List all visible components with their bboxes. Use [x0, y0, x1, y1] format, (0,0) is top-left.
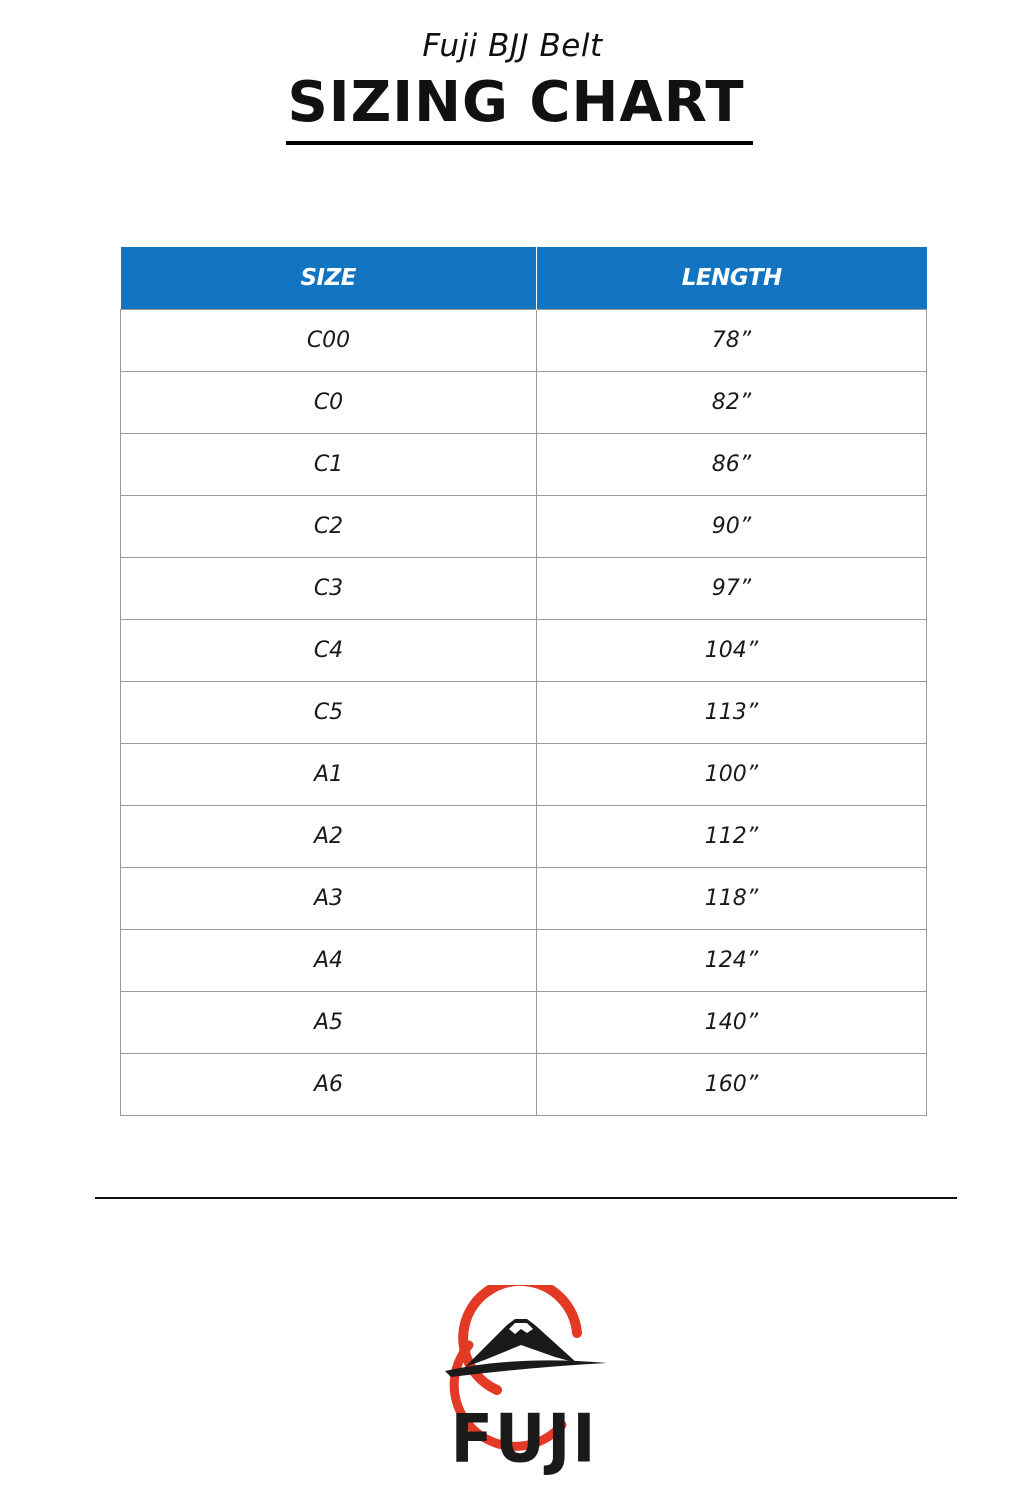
- size-cell: C00: [121, 310, 537, 372]
- table-row: [121, 558, 927, 620]
- page-title: SIZING CHART: [287, 70, 745, 135]
- length-cell: 100”: [537, 744, 927, 806]
- length-cell: 97”: [537, 558, 927, 620]
- table-row: [121, 806, 927, 868]
- column-header-size: SIZE: [121, 247, 537, 310]
- table-row: [121, 310, 927, 372]
- table-row: [121, 496, 927, 558]
- table-row: [121, 930, 927, 992]
- sizing-table: [120, 247, 927, 1116]
- table-header-row: [121, 247, 927, 310]
- bottom-divider: [95, 1197, 957, 1199]
- size-cell: A1: [121, 744, 537, 806]
- length-cell: 90”: [537, 496, 927, 558]
- length-cell: 118”: [537, 868, 927, 930]
- size-cell: A4: [121, 930, 537, 992]
- length-cell: 113”: [537, 682, 927, 744]
- size-cell: A3: [121, 868, 537, 930]
- table-row: [121, 1054, 927, 1116]
- length-cell: 112”: [537, 806, 927, 868]
- size-cell: A5: [121, 992, 537, 1054]
- length-cell: 124”: [537, 930, 927, 992]
- table-row: [121, 372, 927, 434]
- size-cell: C3: [121, 558, 537, 620]
- size-cell: A6: [121, 1054, 537, 1116]
- size-cell: C2: [121, 496, 537, 558]
- length-cell: 104”: [537, 620, 927, 682]
- title-underline: [286, 141, 753, 145]
- size-cell: C5: [121, 682, 537, 744]
- length-cell: 86”: [537, 434, 927, 496]
- size-cell: A2: [121, 806, 537, 868]
- size-cell: C4: [121, 620, 537, 682]
- table-row: [121, 620, 927, 682]
- column-header-length: LENGTH: [537, 247, 927, 310]
- page-subtitle: Fuji BJJ Belt: [422, 28, 603, 64]
- table-row: [121, 868, 927, 930]
- length-cell: 160”: [537, 1054, 927, 1116]
- size-cell: C0: [121, 372, 537, 434]
- table-row: [121, 682, 927, 744]
- logo-wordmark: FUJI: [450, 1399, 598, 1478]
- length-cell: 82”: [537, 372, 927, 434]
- length-cell: 78”: [537, 310, 927, 372]
- table-row: [121, 744, 927, 806]
- table-row: [121, 434, 927, 496]
- size-cell: C1: [121, 434, 537, 496]
- table-row: [121, 992, 927, 1054]
- length-cell: 140”: [537, 992, 927, 1054]
